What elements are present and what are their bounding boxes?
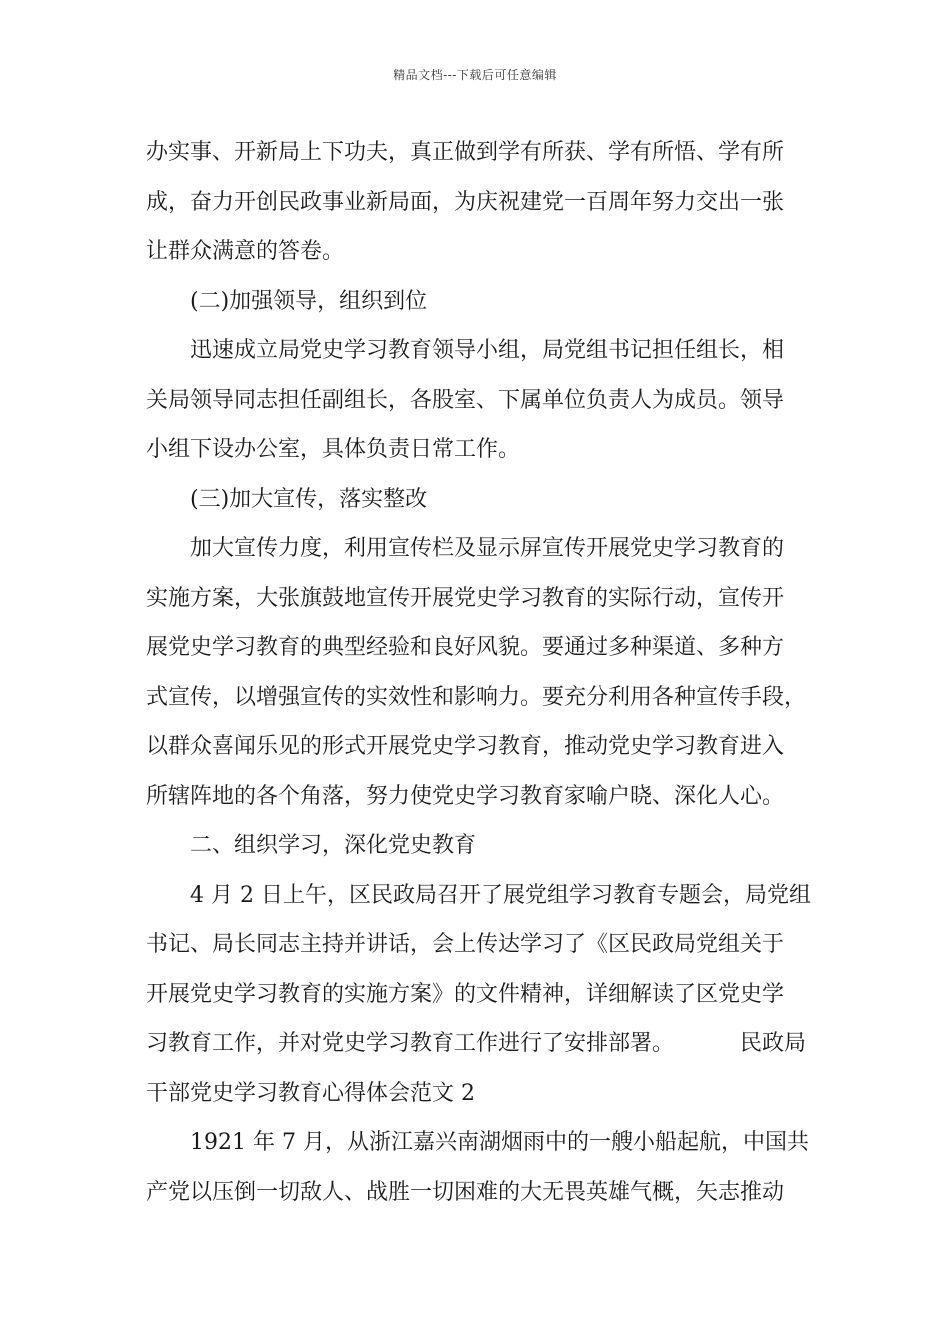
paragraph-meeting [146, 871, 826, 1119]
text-line: 实施方案，大张旗鼓地宣传开展党史学习教育的实际行动，宣传开 [146, 585, 785, 611]
text-line: 4 月 2 日上午，区民政局召开了展党组学习教育专题会，局党组 [190, 882, 811, 908]
text-line: 以群众喜闻乐见的形式开展党史学习教育，推动党史学习教育进入 [146, 734, 785, 759]
text-line: 关局领导同志担任副组长，各股室、下属单位负责人为成员。领导 [146, 387, 785, 413]
paragraph-continuation [146, 128, 826, 277]
text-line: 展党史学习教育的典型经验和良好风貌。要通过多种渠道、多种方 [146, 635, 785, 660]
text-segment: 习教育工作，并对党史学习教育工作进行了安排部署。 [146, 1031, 675, 1056]
text-line: 办实事、开新局上下功夫，真正做到学有所获、学有所悟、学有所 [146, 140, 785, 165]
paragraph-history [146, 1118, 826, 1217]
heading-text: 二、组织学习，深化党史教育 [190, 833, 477, 858]
text-line: 迅速成立局党史学习教育领导小组，局党组书记担任组长，相 [190, 338, 785, 363]
heading-text: (二)加强领导，组织到位 [190, 288, 428, 314]
text-line: 所辖阵地的各个角落，努力使党史学习教育家喻户晓、深化人心。 [146, 783, 785, 809]
text-line: 加大宣传力度，利用宣传栏及显示屏宣传开展党史学习教育的 [190, 536, 785, 561]
text-line: 书记、局长同志主持并讲话，会上传达学习了《区民政局党组关于 [146, 932, 785, 957]
text-line: 产党以压倒一切敌人、战胜一切困难的大无畏英雄气概，矢志推动 [146, 1179, 785, 1205]
text-line: 成，奋力开创民政事业新局面，为庆祝建党一百周年努力交出一张 [146, 189, 785, 215]
text-line: 小组下设办公室，具体负责日常工作。 [146, 437, 521, 462]
page-header: 精品文档---下载后可任意编辑 [393, 68, 557, 82]
paragraph-publicity [146, 524, 826, 821]
section-heading-3 [146, 475, 826, 525]
text-line: 让群众满意的答卷。 [146, 239, 345, 264]
article-title-line: 干部党史学习教育心得体会范文 2 [146, 1080, 475, 1106]
text-line: 1921 年 7 月，从浙江嘉兴南湖烟雨中的一艘小船起航，中国共 [190, 1130, 809, 1155]
heading-text: (三)加大宣传，落实整改 [190, 486, 428, 512]
paragraph-leadership [146, 326, 826, 475]
text-line: 开展党史学习教育的实施方案》的文件精神，详细解读了区党史学 [146, 981, 785, 1007]
section-heading-2 [146, 277, 826, 327]
text-line [146, 1019, 826, 1069]
text-line: 式宣传，以增强宣传的实效性和影响力。要充分利用各种宣传手段， [146, 684, 807, 710]
section-heading-study [146, 821, 826, 871]
text-segment-tail: 民政局 [740, 1031, 807, 1056]
document-body [146, 128, 826, 1217]
